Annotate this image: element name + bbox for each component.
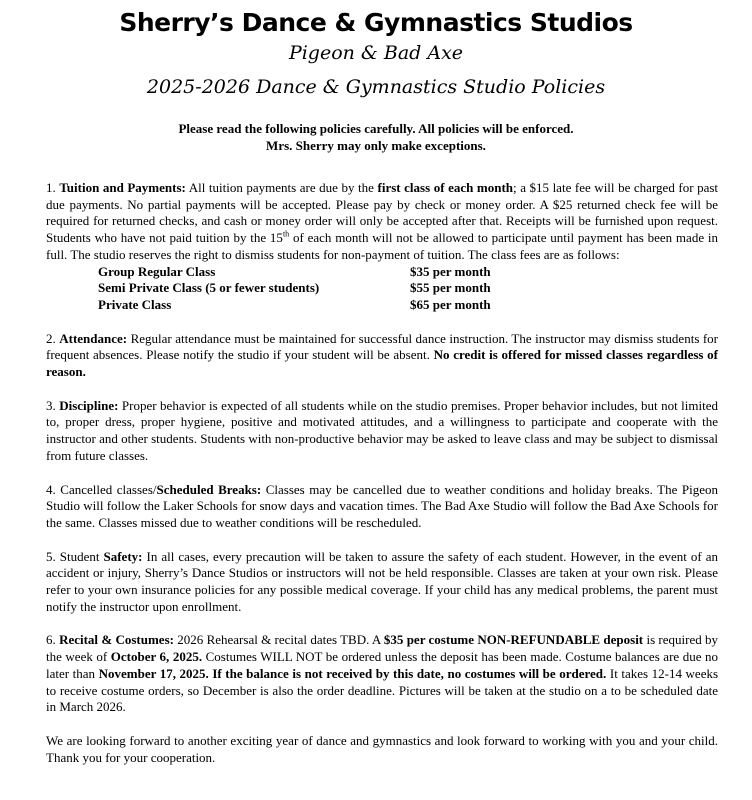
fee-price: $35 per month [410,263,491,279]
intro-line-2: Mrs. Sherry may only make exceptions. [266,138,486,153]
studio-locations: Pigeon & Bad Axe [288,42,464,64]
intro-notice [0,120,752,154]
section-tuition [46,180,718,264]
section-number: 1. [46,180,56,195]
section-text: is required by the week of [46,632,719,665]
section-text: It takes 12-14 weeks to receive costume orders, so December is also the order deadline. Pictures will be taken at the studio on a to be scheduled date in March 2026. [46,665,719,715]
intro-line-1: Please read the following policies carefully. All policies will be enforced. [178,121,574,136]
superscript: th [282,229,290,239]
section-number: 3. [46,397,56,413]
section-heading: Safety: [103,548,143,564]
section-text: Costumes WILL NOT be ordered unless the deposit has been made. Costume balances are due no later than [46,649,719,681]
section-cancelled-classes [46,482,718,532]
section-emphasis: $35 per costume NON-REFUNDABLE deposit [383,632,644,648]
section-number: 4. Cancelled classes/ [46,481,157,497]
section-recital-costumes [46,632,718,716]
section-emphasis: first class of each month [377,180,514,195]
section-attendance [46,331,718,381]
fee-row [98,280,718,297]
section-text: of each month will not be allowed to participate until payment has been made in full. The studio reserves the right to dismiss students for non-payment of tuition. The class fees are as follows: [46,230,718,262]
section-emphasis: No credit is offered for missed classes regardless of reason. [46,347,718,380]
section-text: 2026 Rehearsal & recital dates TBD. A [177,632,381,648]
fee-price: $55 per month [410,280,491,296]
policy-title: 2025-2026 Dance & Gymnastics Studio Policies [146,76,606,98]
fee-row [98,297,718,314]
section-number: 5. Student [46,548,100,564]
section-emphasis: November 17, 2025. If the balance is not received by this date, no costumes will be ordered. [98,665,607,681]
section-text: All tuition payments are due by the [188,180,374,195]
fee-name: Semi Private Class (5 or fewer students) [98,280,320,296]
section-text: ; a $15 late fee will be charged for past due payments. No partial payments will be accepted. Please pay by check or money order. A $25 returned check fee will be required for returned checks, and cash or money order will only be accepted after that. Receipts will be furnished upon request. Students who have not paid tuition by the 15 [46,180,719,246]
section-emphasis: October 6, 2025. [110,649,203,665]
section-heading: Scheduled Breaks: [156,481,262,497]
section-heading: Recital & Costumes: [59,632,174,648]
section-heading: Attendance: [59,330,128,346]
section-heading: Discipline: [59,397,119,413]
section-text: Proper behavior is expected of all students while on the studio premises. Proper behavior includes, but not limited to, proper dress, proper hygiene, positive and motivated attitudes, and a willingness to participate and cooperate with the instructor and other students. Students with non-productive behavior may be asked to leave class and may be subject to dismissal from future classes. [46,397,719,463]
fee-row [98,264,718,281]
section-text: Regular attendance must be maintained for successful dance instruction. The instructor may dismiss students for frequent absences. Please notify the studio if your student will be absent. [46,330,719,363]
closing-message: We are looking forward to another exciting year of dance and gymnastics and look forward to working with you and your child. Thank you for your cooperation. [46,732,718,765]
policy-body [46,180,718,766]
fee-name: Private Class [98,296,172,312]
section-student-safety [46,549,718,616]
fee-name: Group Regular Class [98,263,216,279]
studio-title: Sherry’s Dance & Gymnastics Studios [119,8,633,37]
fee-table [46,264,718,314]
section-heading: Tuition and Payments: [59,180,186,195]
section-discipline [46,398,718,465]
section-text: Classes may be cancelled due to weather conditions and holiday breaks. The Pigeon Studio will follow the Laker Schools for snow days and vacation times. The Bad Axe Studio will follow the Bad Axe Schools for the same. Classes missed due to weather conditions will be rescheduled. [46,481,719,530]
section-text: In all cases, every precaution will be taken to assure the safety of each student. However, in the event of an accident or injury, Sherry’s Dance Studios or instructors will not be held responsible. Classes are taken at your own risk. Please refer to your own insurance policies for any possible medical coverage. If your child has any medical problems, the parent must notify the instructor upon enrollment. [46,548,719,614]
fee-price: $65 per month [410,296,491,312]
section-number: 6. [46,632,56,648]
section-number: 2. [46,330,56,346]
